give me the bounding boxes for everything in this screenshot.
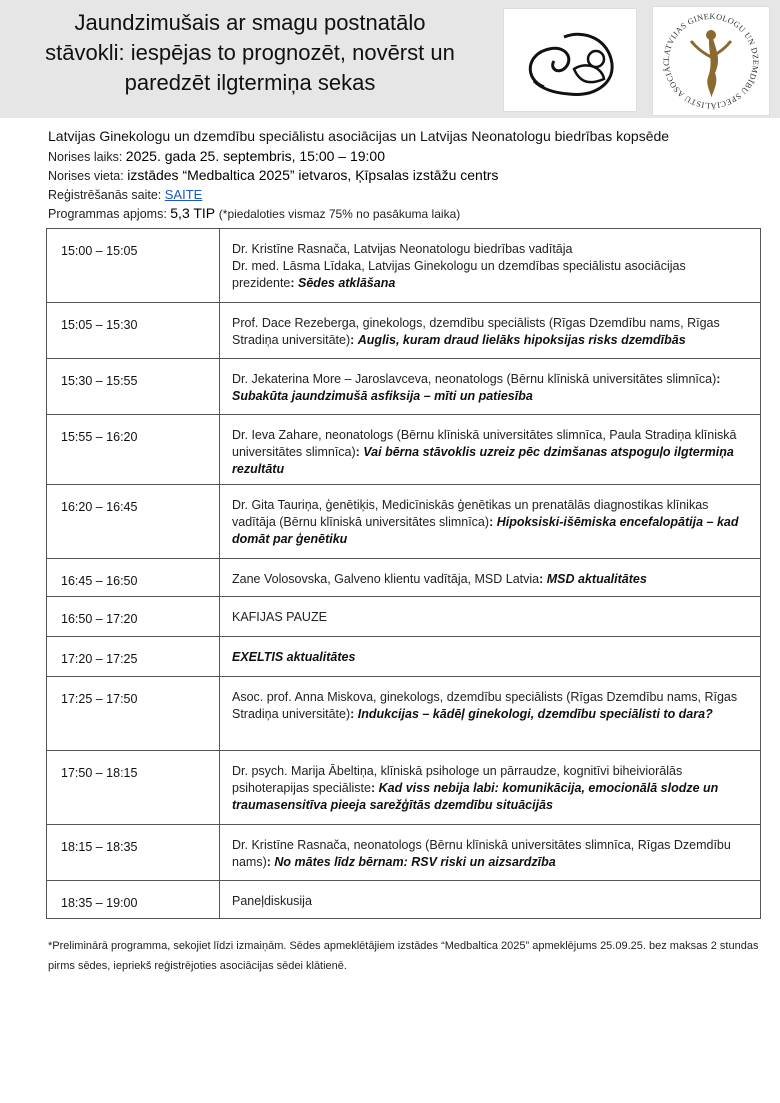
program-row [47, 559, 761, 597]
scope-value: 5,3 TIP [170, 205, 216, 221]
separator: : [370, 781, 379, 795]
program-time: 17:20 – 17:25 [47, 637, 220, 677]
program-row [47, 677, 761, 751]
speaker-text: Dr. Kristīne Rasnača, Latvijas Neonatologu biedrības vadītāja [232, 242, 573, 256]
registration-link[interactable]: SAITE [164, 187, 203, 202]
scope-label: Programmas apjoms: [48, 207, 171, 221]
program-description [220, 825, 761, 881]
registration-row [48, 185, 768, 204]
program-row [47, 825, 761, 881]
neonatology-logo [503, 8, 637, 112]
speaker-text: Asoc. prof. Anna Miskova, ginekologs, dzemdību speciālists (Rīgas Dzemdību nams, Rīgas Stradiņa universitāte) [232, 690, 738, 721]
program-description [220, 485, 761, 559]
time-value: 2025. gada 25. septembris, 15:00 – 19:00 [125, 148, 385, 164]
program-description [220, 559, 761, 597]
program-time: 18:15 – 18:35 [47, 825, 220, 881]
session-label: Paneļdiskusija [232, 894, 312, 908]
program-description [220, 637, 761, 677]
program-row [47, 597, 761, 637]
speaker-text: Prof. Dace Rezeberga, ginekologs, dzemdību speciālists (Rīgas Dzemdību nams, Rīgas Stradiņa universitāte) [232, 316, 720, 347]
talk-topic: Sēdes atklāšana [298, 276, 396, 290]
program-time: 15:30 – 15:55 [47, 359, 220, 415]
place-label: Norises vieta: [48, 169, 128, 183]
talk-topic: Subakūta jaundzimušā asfiksija – mīti un patiesība [232, 389, 533, 403]
speaker-text: Dr. psych. Marija Ābeltiņa, klīniskā psihologe un pārraudze, kognitīvi biheiviorālās psihoterapijas speciāliste [232, 764, 683, 795]
footer-note: *Preliminārā programma, sekojiet līdzi izmaiņām. Sēdes apmeklētājiem izstādes “Medbaltica 2025” apmeklējums 25.09.25. bez maksas 2 stundas pirms sēdes, iepriekš reģistrējoties asociācijas sēdei klātienē. [48, 940, 759, 972]
logo-ring-text: LATVIJAS GINEKOLOGU UN DZEMDĪBU SPECIĀLISTU ASOCIĀC [661, 11, 761, 111]
talk-topic: Hipoksiski-išēmiska encefalopātija – kad domāt par ģenētiku [232, 515, 739, 546]
program-row [47, 751, 761, 825]
program-row [47, 229, 761, 303]
program-description [220, 677, 761, 751]
separator: : [350, 707, 358, 721]
speaker-text: Dr. Ieva Zahare, neonatologs (Bērnu klīniskā universitātes slimnīca, Paula Stradiņa klīniskā universitātes slimnīca) [232, 428, 737, 459]
scope-row [48, 204, 768, 223]
speaker-text: Zane Volosovska, Galveno klientu vadītāja, MSD Latvia [232, 572, 540, 586]
organizer-line: Latvijas Ginekologu un dzemdību speciālistu asociācijas un Latvijas Neonatologu biedrības kopsēde [48, 128, 670, 144]
program-time: 15:00 – 15:05 [47, 229, 220, 303]
program-description [220, 881, 761, 919]
talk-topic: Vai bērna stāvoklis uzreiz pēc dzimšanas atspoguļo ilgtermiņa rezultātu [232, 445, 734, 476]
talk-topic: Kad viss nebija labi: komunikācija, emocionālā slodze un traumasensitīva pieeja sarežģītās dzemdību situācijās [232, 781, 719, 812]
time-row [48, 147, 768, 166]
talk-topic: MSD aktualitātes [546, 572, 647, 586]
speaker-text: Dr. Gita Tauriņa, ģenētiķis, Medicīniskās ģenētikas un prenatālās diagnostikas klīnikas vadītāja (Bērnu klīniskā universitātes slimnīca) [232, 498, 709, 529]
program-row [47, 359, 761, 415]
program-row [47, 485, 761, 559]
speaker-text: Dr. Kristīne Rasnača, neonatologs (Bērnu klīniskā universitātes slimnīca, Rīgas Dzemdību nams) [232, 838, 731, 869]
page-title [0, 8, 500, 98]
talk-topic: EXELTIS aktualitātes [232, 650, 356, 664]
program-description [220, 359, 761, 415]
header-banner [0, 0, 780, 118]
place-value: izstādes “Medbaltica 2025” ietvaros, Ķīpsalas izstāžu centrs [127, 167, 499, 183]
event-info [48, 128, 768, 223]
talk-topic: Auglis, kuram draud lielāks hipoksijas risks dzemdībās [357, 333, 686, 347]
gynecology-association-logo [652, 6, 770, 116]
registration-label: Reģistrēšanās saite: [48, 188, 165, 202]
program-description [220, 415, 761, 485]
session-label: KAFIJAS PAUZE [232, 610, 327, 624]
title-line: stāvokli: iespējas to prognozēt, novērst un [45, 40, 455, 65]
title-line: paredzēt ilgtermiņa sekas [124, 70, 376, 95]
program-table [46, 228, 761, 919]
scope-note: (*piedaloties vismaz 75% no pasākuma laika) [218, 207, 461, 221]
program-time: 16:20 – 16:45 [47, 485, 220, 559]
program-time: 17:25 – 17:50 [47, 677, 220, 751]
program-time: 18:35 – 19:00 [47, 881, 220, 919]
separator: : [355, 445, 364, 459]
program-time: 16:50 – 17:20 [47, 597, 220, 637]
talk-topic: Indukcijas – kādēļ ginekologi, dzemdību speciālisti to dara? [357, 707, 713, 721]
program-row [47, 415, 761, 485]
speaker-text: Dr. med. Lāsma Līdaka, Latvijas Ginekologu un dzemdības speciālistu asociācijas prezidente [232, 259, 686, 290]
place-row [48, 166, 768, 185]
separator: : [350, 333, 358, 347]
program-description [220, 303, 761, 359]
program-row [47, 637, 761, 677]
program-row [47, 881, 761, 919]
separator: : [716, 372, 721, 386]
program-time: 15:05 – 15:30 [47, 303, 220, 359]
svg-text:LATVIJAS GINEKOLOGU UN DZEMDĪB [653, 7, 760, 110]
program-description [220, 597, 761, 637]
time-label: Norises laiks: [48, 150, 126, 164]
program-time: 16:45 – 16:50 [47, 559, 220, 597]
title-line: Jaundzimušais ar smagu postnatālo [74, 10, 426, 35]
separator: : [489, 515, 497, 529]
separator: : [539, 572, 547, 586]
program-time: 17:50 – 18:15 [47, 751, 220, 825]
separator: : [266, 855, 275, 869]
separator: : [290, 276, 299, 290]
speaker-text: Dr. Jekaterina More – Jaroslavceva, neonatologs (Bērnu klīniskā universitātes slimnīca) [232, 372, 717, 386]
talk-topic: No mātes līdz bērnam: RSV riski un aizsardzība [274, 855, 556, 869]
program-row [47, 303, 761, 359]
program-description [220, 229, 761, 303]
program-time: 15:55 – 16:20 [47, 415, 220, 485]
program-description [220, 751, 761, 825]
